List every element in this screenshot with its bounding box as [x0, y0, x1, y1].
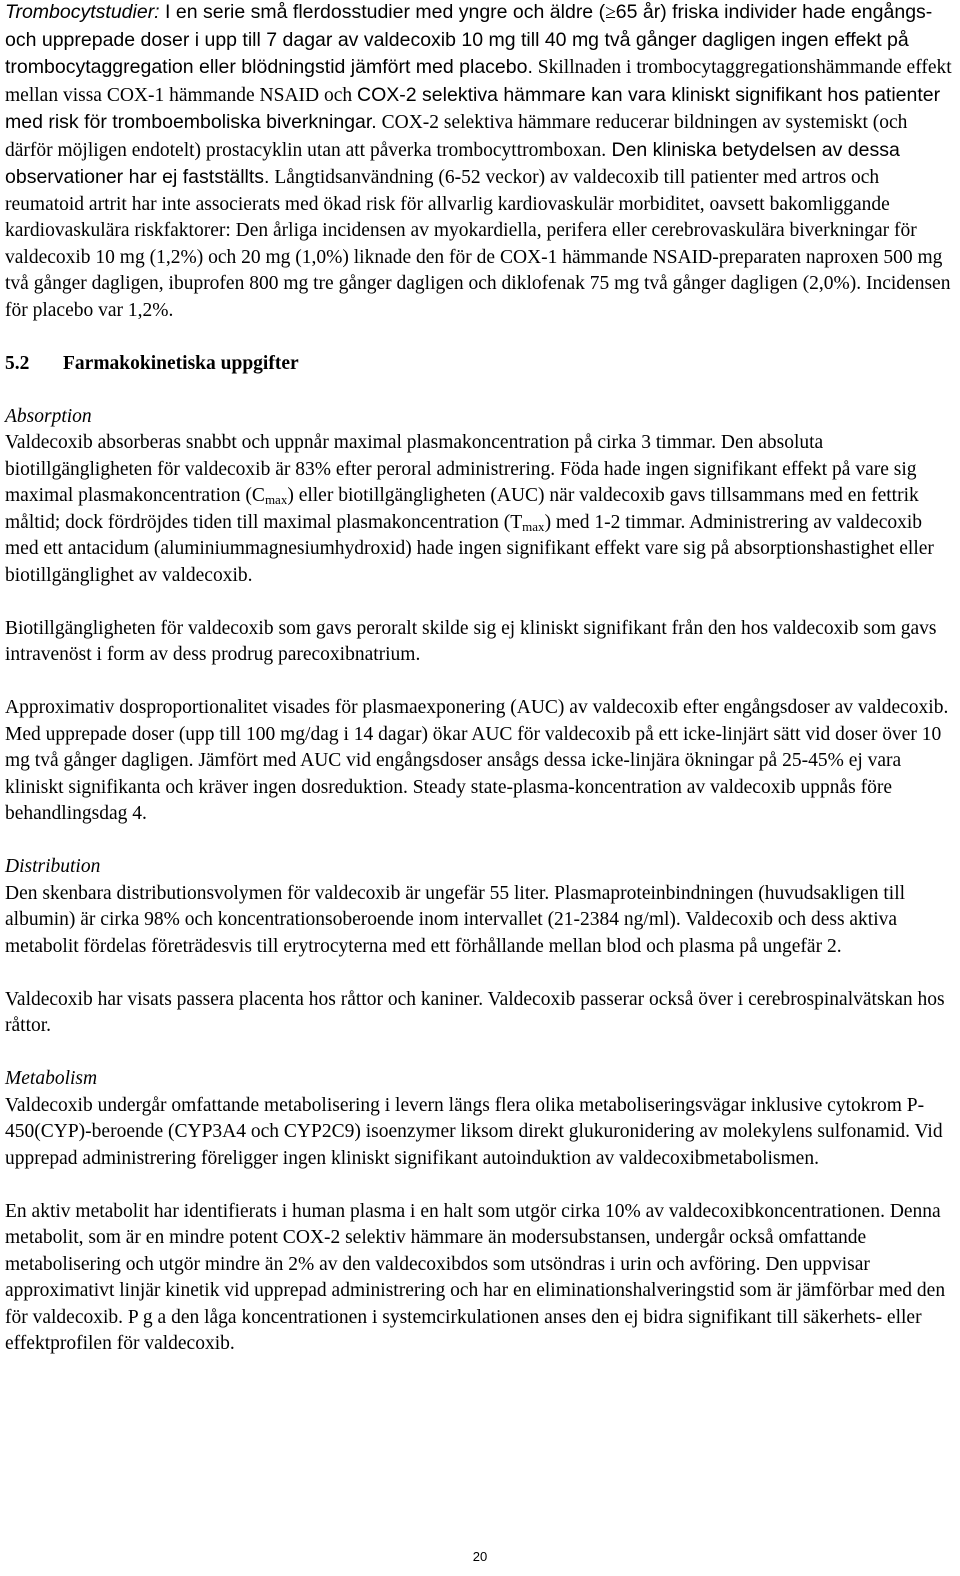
section-heading: [5, 351, 955, 378]
text-run: Valdecoxib absorberas snabbt och uppnår maximal plasmakoncentration på cirka 3 timmar. Den absoluta biotillgängligheten för valdecoxib är 83% efter peroral administrering.: [5, 432, 824, 480]
absorption-paragraph-2: Biotillgängligheten för valdecoxib som gavs peroralt skilde sig ej kliniskt signifikant från den hos valdecoxib som gavs intravenöst i form av dess prodrug parecoxibnatrium.: [5, 617, 937, 665]
text-run: COX-2 selektiva hämmare reducerar bildningen av systemiskt (och därför möjligen endotelt) prostacyklin utan att påverka trombocyttromboxan.: [5, 112, 908, 161]
section-title: Farmakokinetiska uppgifter: [63, 352, 299, 374]
metabolism-paragraph-1: Valdecoxib undergår omfattande metabolisering i levern längs flera olika metaboliseringsvägar inklusive cytokrom P-450(CYP)-beroende (CYP3A4 och CYP2C9) isoenzymer liksom direkt glukuronidering av molekylens sulfonamid. Vid upprepad administrering föreligger ingen kliniskt signifikant autoinduktion av valdecoxibmetabolismen.: [5, 1094, 943, 1169]
absorption-paragraph-1: [5, 430, 955, 589]
absorption-heading: Absorption: [5, 405, 92, 427]
paragraph-label: Trombocytstudier:: [5, 1, 160, 23]
text-run: Långtidsanvändning (6-52 veckor) av valdecoxib till patienter med artros och reumatoid artrit har inte associerats med ökad risk för allvarlig kardiovaskulär morbiditet, oavsett bakomliggande kardiovaskulära riskfaktorer: Den årliga incidensen av myokardiella, perifera eller cerebrovaskulära biverkningar för valdecoxib 10 mg (1,2%) och 20 mg (1,0%) liknade den för de COX-1 hämmande NSAID-preparaten naproxen 500 mg två gånger dagligen, ibuprofen 800 mg tre gånger dagligen och diklofenak 75 mg två gånger dagligen (2,0%). Incidensen för placebo var 1,2%.: [5, 167, 951, 321]
section-number: 5.2: [5, 352, 30, 374]
ge-symbol: ≥: [605, 2, 616, 23]
text-run: ) eller biotillgängligheten (AUC) när valdecoxib gavs tillsammans med en fettrik måltid; dock fördröjdes tiden till maximal plasmakoncentration (T: [5, 485, 919, 533]
paragraph-trombocytstudier: [5, 0, 955, 324]
document-body: [5, 0, 955, 1358]
text-run: ) med 1-2 timmar. Administrering av valdecoxib med ett antacidum (aluminiummagnesiumhydroxid) hade ingen signifikant effekt vare sig på absorptionshastighet eller biotillgänglighet av valdecoxib.: [5, 511, 934, 586]
distribution-paragraph-1: Den skenbara distributionsvolymen för valdecoxib är ungefär 55 liter. Plasmaproteinbindningen (huvudsakligen till albumin) är cirka 98% och koncentrationsoberoende inom intervallet (21-2384 ng/ml). Valdecoxib och dess aktiva metabolit fördelas företrädesvis till erytrocyterna med ett förhållande mellan blod och plasma på ungefär 2.: [5, 882, 906, 957]
metabolism-paragraph-2: En aktiv metabolit har identifierats i human plasma i en halt som utgör cirka 10% av valdecoxibkoncentrationen. Denna metabolit, som är en mindre potent COX-2 selektiv hämmare än modersubstansen, undergår också omfattande metabolisering och utgör mindre än 2% av den valdecoxibdos som utsöndras i urin och avföring. Den uppvisar approximativt linjär kinetik vid upprepad administrering och har en eliminationshalveringstid som är jämförbar med den för valdecoxib. P g a den låga koncentrationen i systemcirkulationen anses den ej bidra signifikant till säkerhets- eller effektprofilen för valdecoxib.: [5, 1200, 946, 1354]
tmax-subscript: max: [522, 518, 545, 534]
text-run: Skillnaden i trombocytaggregationshämmande effekt mellan vissa COX-1 hämmande NSAID och: [5, 57, 952, 106]
text-run: 65 år) friska individer hade engångs- och upprepade doser i upp till 7 dagar av valdecoxib 10 mg till 40 mg två gånger dagligen ingen effekt på trombocytaggregation eller blödningstid jämfört med placebo.: [5, 1, 933, 78]
page-number: 20: [472, 1549, 488, 1564]
metabolism-heading: Metabolism: [5, 1068, 98, 1089]
text-run: COX-2 selektiva hämmare kan vara kliniskt signifikant hos patienter med risk för tromboemboliska biverkningar.: [5, 83, 941, 133]
absorption-paragraph-3: Approximativ dosproportionalitet visades för plasmaexponering (AUC) av valdecoxib efter engångsdoser av valdecoxib. Med upprepade doser (upp till 100 mg/dag i 14 dagar) ökar AUC för valdecoxib på ett icke-linjärt sätt vid doser över 10 mg två gånger dagligen. Jämfört med AUC vid engångsdoser ansågs dessa icke-linjära ökningar på 25-45% ej vara kliniskt signifikanta och kräver ingen dosreduktion. Steady state-plasma-koncentration av valdecoxib uppnås före behandlingsdag 4.: [5, 697, 949, 824]
distribution-paragraph-2: Valdecoxib har visats passera placenta hos råttor och kaniner. Valdecoxib passerar också över i cerebrospinalvätskan hos råttor.: [5, 988, 945, 1036]
text-run: I en serie små flerdosstudier med yngre och äldre (: [159, 1, 606, 23]
cmax-subscript: max: [264, 492, 288, 507]
text-run: Den kliniska betydelsen av dessa observationer har ej fastställts.: [5, 138, 900, 188]
distribution-heading: Distribution: [5, 856, 101, 877]
text-run: Föda hade ingen signifikant effekt på vare sig maximal plasmakoncentration (C: [5, 458, 917, 506]
